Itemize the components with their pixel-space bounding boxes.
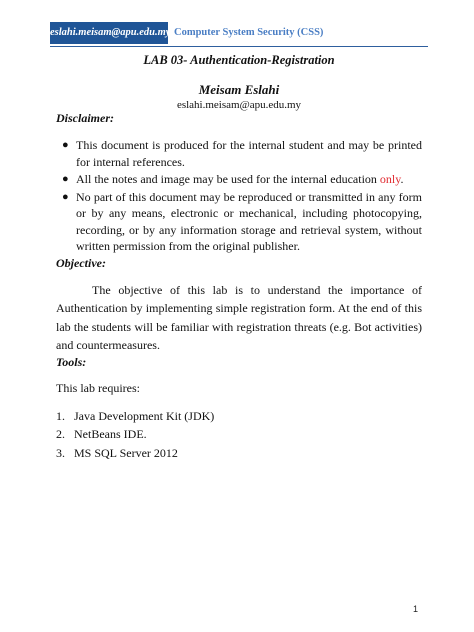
list-item-text: Java Development Kit (JDK)	[74, 408, 215, 423]
author-email: eslahi.meisam@apu.edu.my	[176, 99, 302, 111]
tools-list	[56, 407, 422, 463]
list-number: 3.	[56, 445, 65, 460]
bullet-icon: ●	[62, 173, 69, 185]
list-item	[56, 171, 422, 188]
tools-intro: This lab requires:	[56, 380, 140, 395]
bullet-icon: ●	[62, 190, 69, 203]
objective-heading: Objective:	[56, 255, 106, 270]
list-item-text: All the notes and image may be used for the internal education	[76, 172, 380, 186]
page-number: 1	[412, 604, 418, 614]
list-item	[56, 425, 422, 444]
list-item-text: MS SQL Server 2012	[74, 445, 178, 460]
list-item	[56, 189, 422, 255]
author-name: Meisam Eslahi	[198, 82, 280, 97]
header-course-title: Computer System Security (CSS)	[174, 27, 324, 38]
list-item-text: This document is produced for the internal student and may be printed for internal references.	[76, 138, 422, 169]
list-item	[56, 407, 422, 426]
tools-heading: Tools:	[56, 354, 87, 369]
bullet-icon: ●	[62, 139, 69, 151]
list-number: 1.	[56, 408, 65, 423]
header-email: eslahi.meisam@apu.edu.my	[50, 22, 168, 44]
list-item-text: NetBeans IDE.	[74, 427, 147, 441]
disclaimer-list	[56, 137, 422, 255]
document-body	[56, 53, 422, 462]
list-number: 2.	[56, 427, 65, 441]
page-header	[50, 22, 428, 47]
objective-text: The objective of this lab is to understand the importance of Authentication by implementing simple registration form. At the end of this lab the students will be familiar with registration threats (e.g. Bot activities) and countermeasures.	[56, 282, 422, 352]
lab-title: LAB 03- Authentication-Registration	[143, 53, 335, 67]
disclaimer-heading: Disclaimer:	[56, 111, 114, 125]
list-item	[56, 137, 422, 170]
list-item	[56, 444, 422, 463]
list-item-text: No part of this document may be reproduced or transmitted in any form or by any means, electronic or mechanical, including photocopying, recording, or by any information storage and retrieval system, without written permission from the original publisher.	[76, 189, 422, 253]
highlight-text: only	[379, 172, 401, 186]
list-item-punctuation: .	[400, 172, 404, 186]
